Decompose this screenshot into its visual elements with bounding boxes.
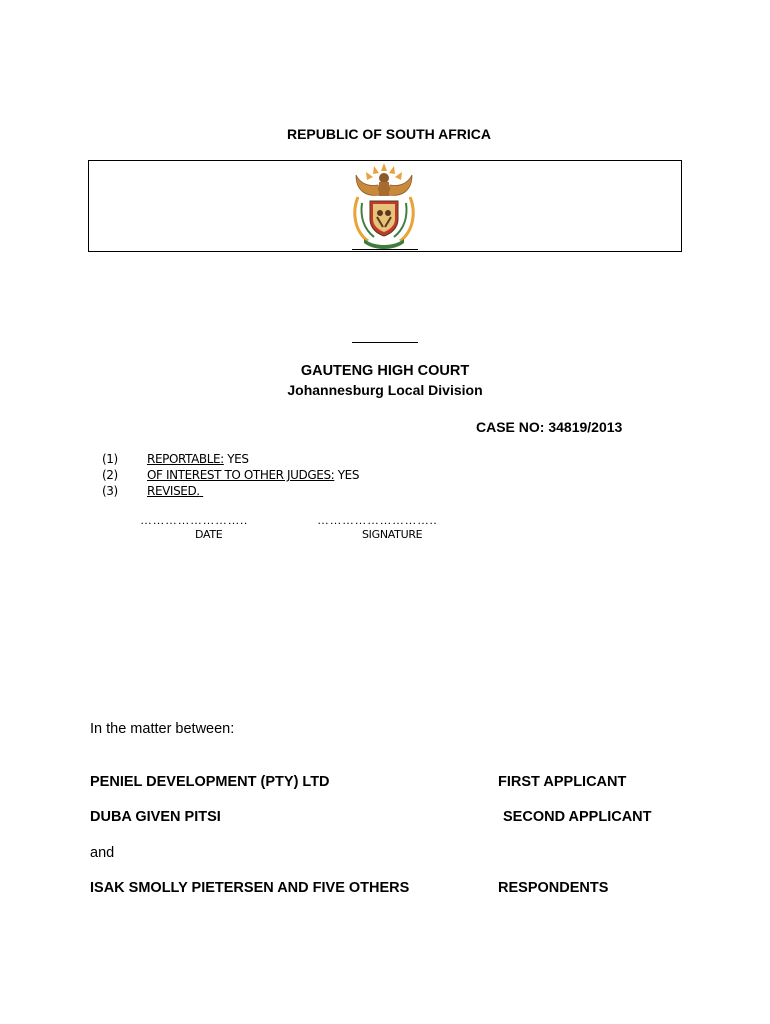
date-dotted-line: …………………….. <box>140 513 248 527</box>
conjunction: and <box>90 845 115 861</box>
signature-dotted-line: ……………………….. <box>317 513 438 527</box>
checklist-value: YES <box>223 452 249 466</box>
court-name: GAUTENG HIGH COURT <box>300 363 470 379</box>
separator-line <box>352 342 418 343</box>
party-role: FIRST APPLICANT <box>498 774 627 790</box>
country-heading: REPUBLIC OF SOUTH AFRICA <box>286 126 492 142</box>
checklist-label: OF INTEREST TO OTHER JUDGES: <box>147 468 335 482</box>
checklist-label: REVISED. <box>147 484 200 498</box>
party-name: DUBA GIVEN PITSI <box>90 809 221 825</box>
case-number: CASE NO: 34819/2013 <box>476 419 623 435</box>
checklist-number: (3) <box>102 484 118 498</box>
court-division: Johannesburg Local Division <box>287 382 483 398</box>
checklist-item-revised <box>147 484 203 498</box>
crest-underline <box>352 249 418 250</box>
checklist-label: REPORTABLE: <box>147 452 224 466</box>
signature-label: SIGNATURE <box>362 528 423 541</box>
checklist-value: YES <box>334 468 360 482</box>
respondent-role: RESPONDENTS <box>498 880 609 896</box>
party-role: SECOND APPLICANT <box>503 809 652 825</box>
checklist-number: (2) <box>102 468 118 482</box>
matter-intro: In the matter between: <box>90 721 235 737</box>
coat-of-arms-icon <box>348 161 420 251</box>
date-label: DATE <box>195 528 223 541</box>
party-name: PENIEL DEVELOPMENT (PTY) LTD <box>90 774 330 790</box>
checklist-item-interest <box>147 468 359 482</box>
checklist-number: (1) <box>102 452 118 466</box>
respondent-name: ISAK SMOLLY PIETERSEN AND FIVE OTHERS <box>90 880 410 896</box>
checklist-item-reportable <box>147 452 249 466</box>
